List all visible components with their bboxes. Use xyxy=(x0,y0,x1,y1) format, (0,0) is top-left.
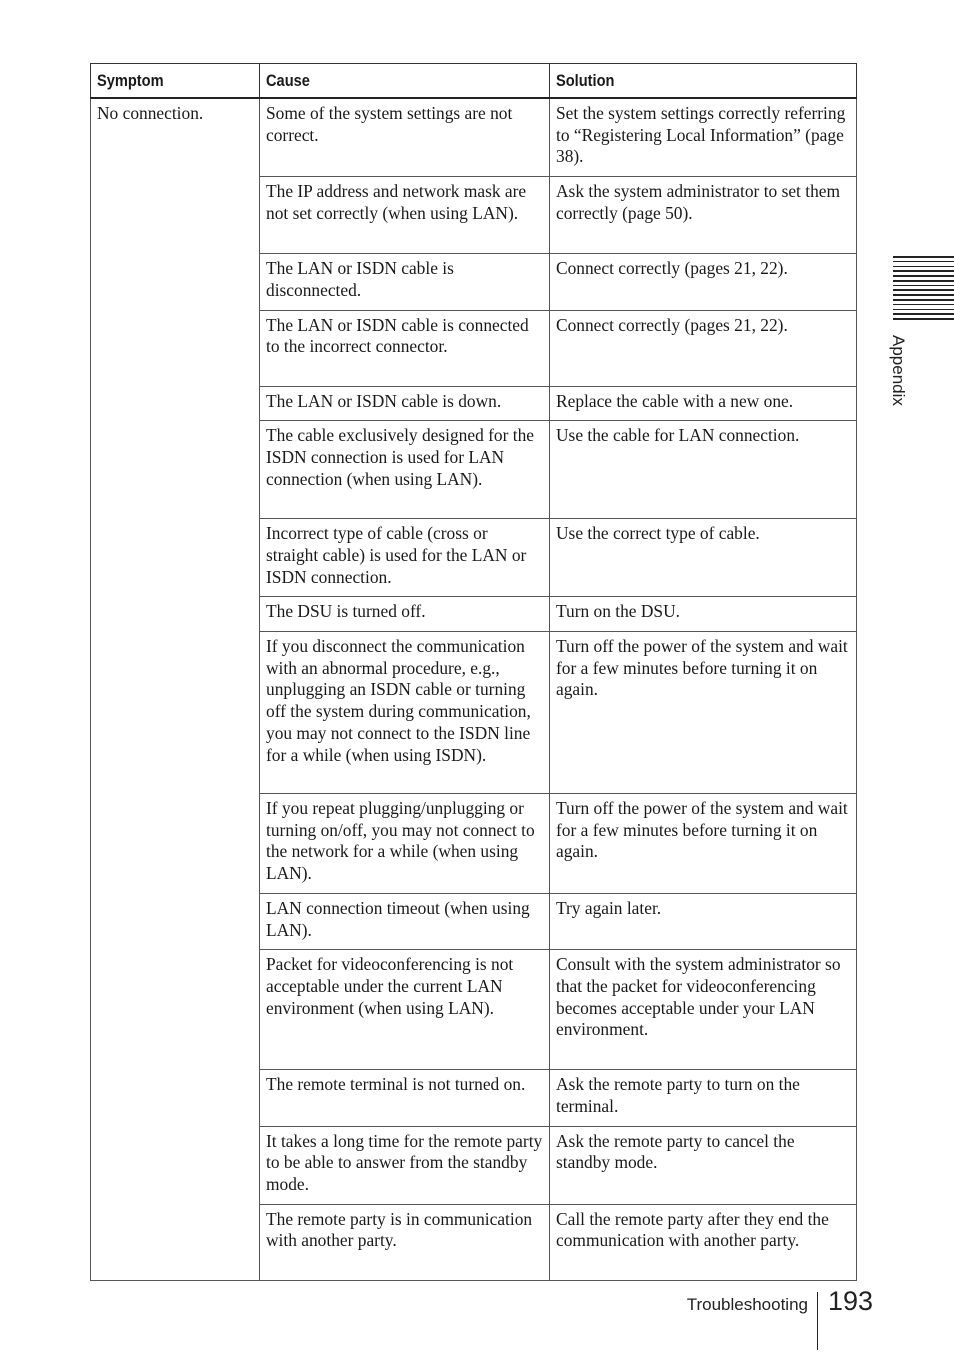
solution-cell: Connect correctly (pages 21, 22). xyxy=(550,310,857,386)
footer-section-title: Troubleshooting xyxy=(686,1295,808,1314)
solution-cell: Connect correctly (pages 21, 22). xyxy=(550,254,857,310)
cause-cell: If you repeat plugging/unplugging or turning on/off, you may not connect to the network for a while (when using LAN). xyxy=(260,794,550,894)
solution-cell: Replace the cable with a new one. xyxy=(550,386,857,421)
solution-cell: Try again later. xyxy=(550,893,857,949)
cause-cell: The LAN or ISDN cable is down. xyxy=(260,386,550,421)
cause-cell: It takes a long time for the remote party to be able to answer from the standby mode. xyxy=(260,1126,550,1204)
solution-cell: Use the cable for LAN connection. xyxy=(550,421,857,519)
table-header-row xyxy=(91,64,857,99)
cause-cell: The remote terminal is not turned on. xyxy=(260,1070,550,1126)
page-number: 193 xyxy=(828,1286,874,1316)
section-tab-marker xyxy=(893,256,954,323)
solution-cell: Ask the remote party to cancel the standby mode. xyxy=(550,1126,857,1204)
solution-cell: Ask the remote party to turn on the terminal. xyxy=(550,1070,857,1126)
cause-cell: The LAN or ISDN cable is connected to the incorrect connector. xyxy=(260,310,550,386)
cause-cell: The cable exclusively designed for the ISDN connection is used for LAN connection (when using LAN). xyxy=(260,421,550,519)
solution-cell: Turn off the power of the system and wait for a few minutes before turning it on again. xyxy=(550,794,857,894)
troubleshooting-table xyxy=(90,63,857,1281)
cause-cell: LAN connection timeout (when using LAN). xyxy=(260,893,550,949)
cause-cell: Incorrect type of cable (cross or straight cable) is used for the LAN or ISDN connection. xyxy=(260,519,550,597)
solution-cell: Ask the system administrator to set them correctly (page 50). xyxy=(550,177,857,254)
cause-cell: The IP address and network mask are not set correctly (when using LAN). xyxy=(260,177,550,254)
symptom-cell: No connection. xyxy=(91,98,260,1280)
cause-cell: If you disconnect the communication with an abnormal procedure, e.g., unplugging an ISDN cable or turning off the system during communication, you may not connect to the ISDN line for a while (when using ISDN). xyxy=(260,632,550,794)
cause-cell: The remote party is in communication with another party. xyxy=(260,1204,550,1280)
solution-cell: Call the remote party after they end the communication with another party. xyxy=(550,1204,857,1280)
cause-cell: Some of the system settings are not correct. xyxy=(260,98,550,177)
section-tab-label: Appendix xyxy=(889,335,908,406)
cause-cell: The LAN or ISDN cable is disconnected. xyxy=(260,254,550,310)
solution-cell: Set the system settings correctly referring to “Registering Local Information” (page 38). xyxy=(550,98,857,177)
tab-stripes xyxy=(893,256,954,320)
solution-cell: Use the correct type of cable. xyxy=(550,519,857,597)
footer-divider xyxy=(817,1292,818,1350)
solution-cell: Consult with the system administrator so that the packet for videoconferencing becomes acceptable under your LAN environment. xyxy=(550,950,857,1070)
header-cause: Cause xyxy=(260,64,550,99)
table-row xyxy=(91,98,857,177)
solution-cell: Turn on the DSU. xyxy=(550,597,857,632)
solution-cell: Turn off the power of the system and wait for a few minutes before turning it on again. xyxy=(550,632,857,794)
header-symptom: Symptom xyxy=(91,64,260,99)
header-solution: Solution xyxy=(550,64,857,99)
cause-cell: The DSU is turned off. xyxy=(260,597,550,632)
cause-cell: Packet for videoconferencing is not acceptable under the current LAN environment (when using LAN). xyxy=(260,950,550,1070)
